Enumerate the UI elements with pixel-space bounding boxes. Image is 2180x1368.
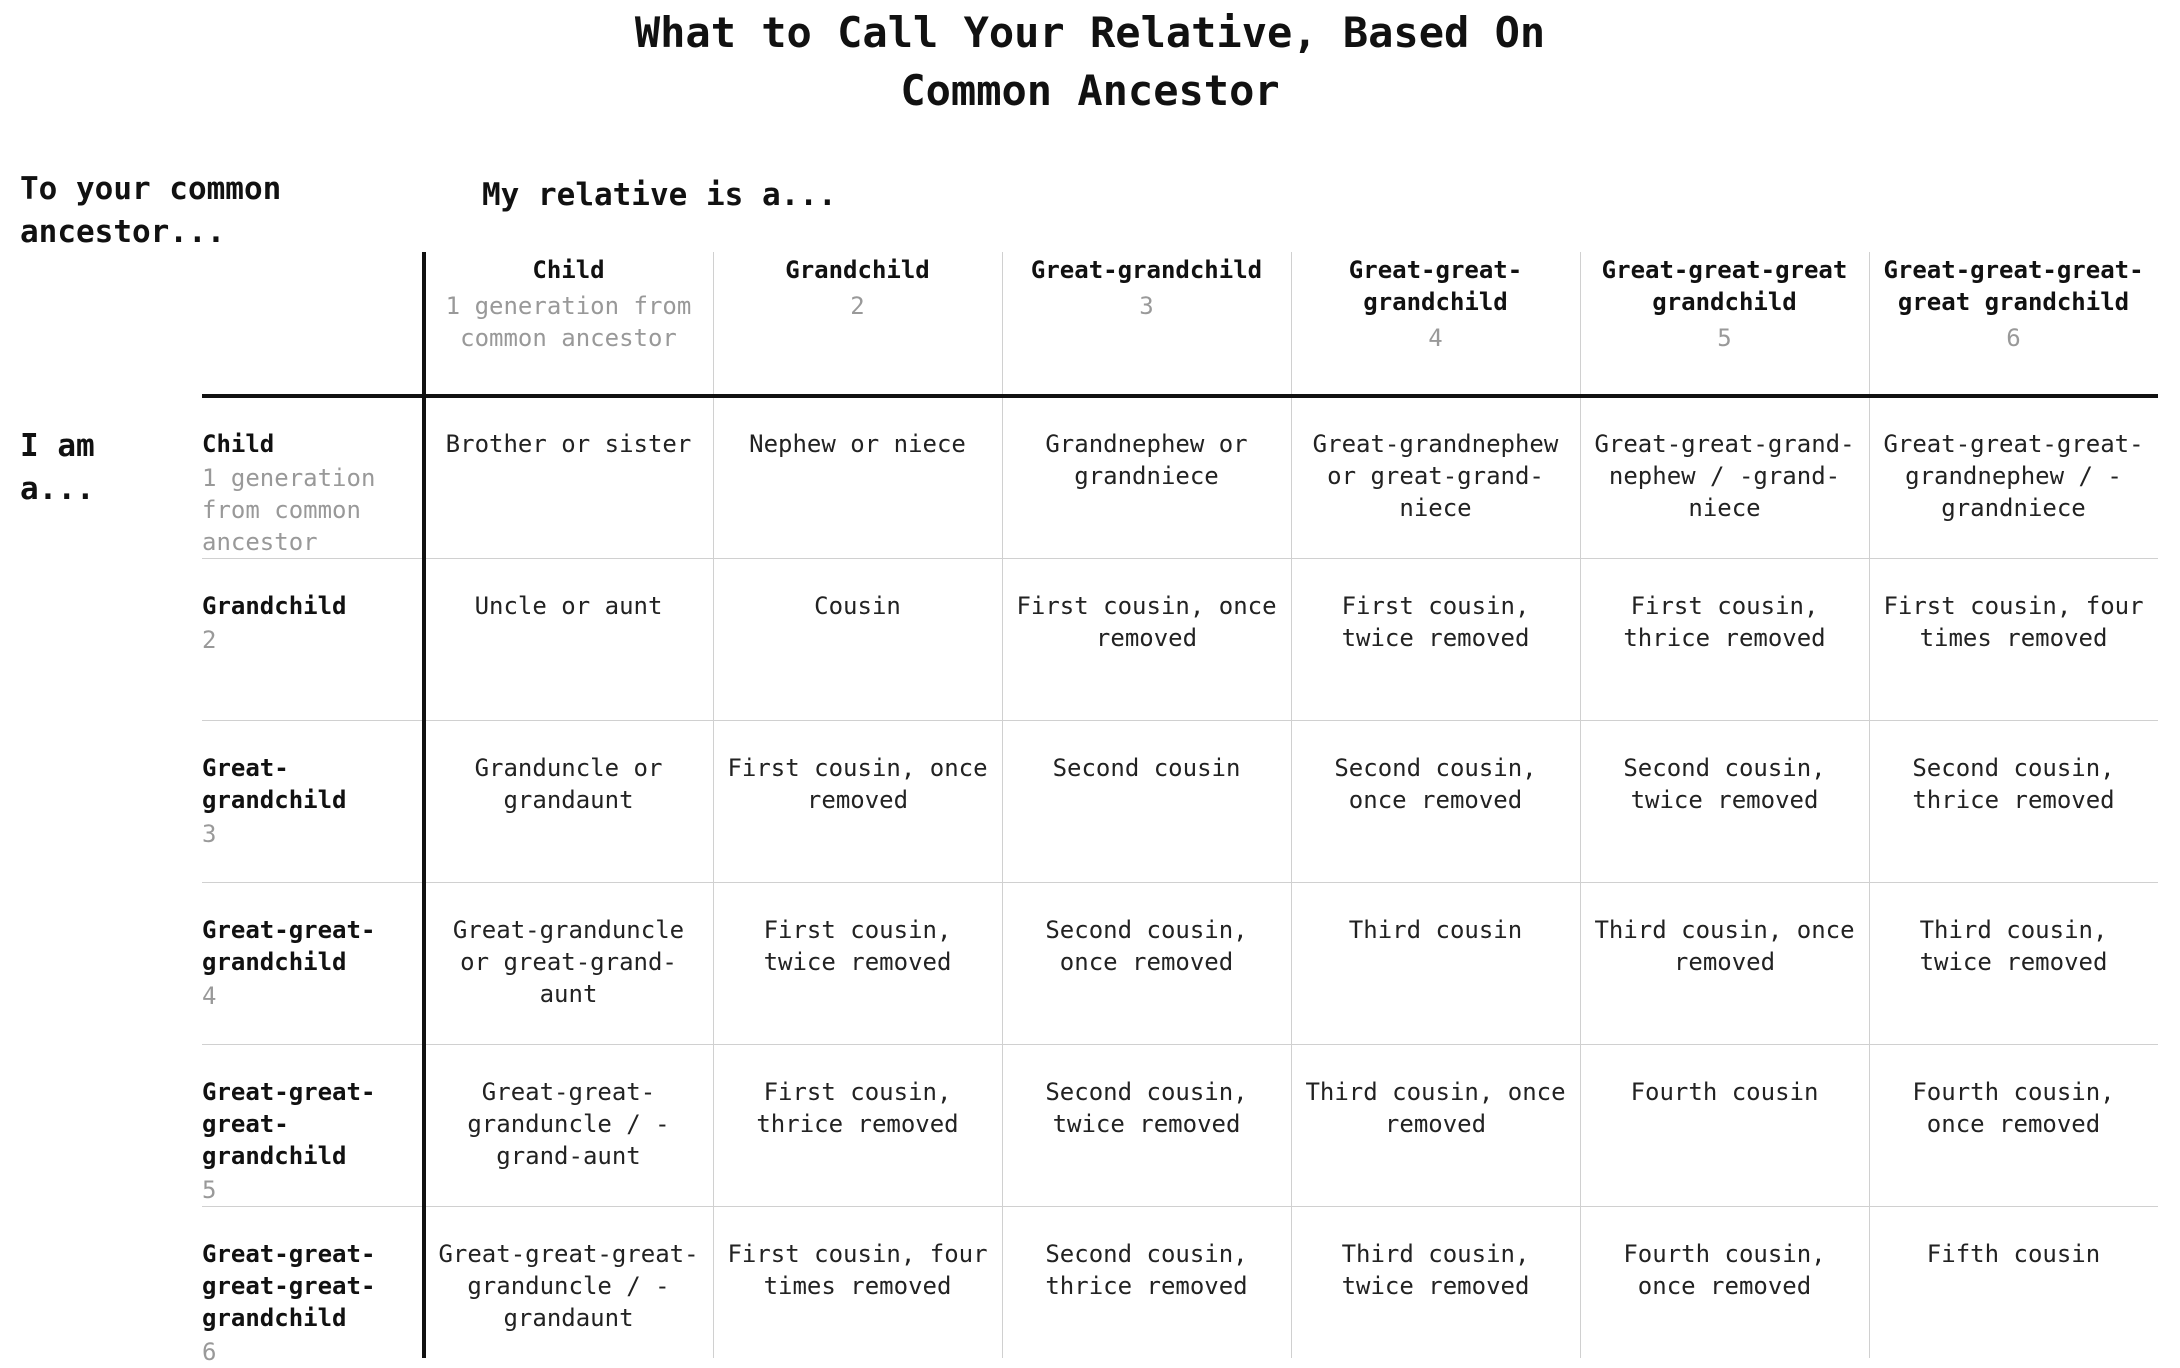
row-header [202, 914, 404, 1012]
row-header-generation: 3 [202, 820, 217, 848]
row-divider [202, 882, 2158, 883]
column-divider [1002, 252, 1003, 1358]
relationship-cell: Third cousin, once removed [1594, 916, 1855, 976]
relationship-cell: First cousin, thrice removed [1623, 592, 1826, 652]
row-header-generation: 4 [202, 982, 217, 1010]
row-header-name: Great-great-great-grandchild [202, 1078, 376, 1170]
row-header [202, 1076, 404, 1206]
relationship-cell: Grandnephew or grandniece [1045, 430, 1248, 490]
relationship-cell: First cousin, twice removed [763, 916, 952, 976]
row-header-generation: 6 [202, 1338, 217, 1366]
row-divider [202, 1044, 2158, 1045]
column-header-generation: 5 [1717, 324, 1732, 352]
column-header [434, 254, 703, 354]
relationship-cell: First cousin, twice removed [1341, 592, 1530, 652]
row-header-name: Great-great-grandchild [202, 916, 376, 976]
column-divider [1291, 252, 1292, 1358]
row-divider [202, 558, 2158, 559]
column-header-name: Grandchild [785, 256, 930, 284]
column-divider [1869, 252, 1870, 1358]
row-header [202, 1238, 404, 1368]
row-header-axis-line [422, 252, 426, 1358]
row-header-name: Great-great-great-great-grandchild [202, 1240, 376, 1332]
relationship-cell: Brother or sister [445, 430, 692, 458]
relationship-cell: Granduncle or grandaunt [474, 754, 663, 814]
column-header-generation: 2 [850, 292, 865, 320]
relationship-cell: Second cousin, once removed [1334, 754, 1537, 814]
relationship-cell: First cousin, four times removed [1883, 592, 2144, 652]
relationship-cell: First cousin, four times removed [727, 1240, 988, 1300]
column-header-generation: 4 [1428, 324, 1443, 352]
column-header [1879, 254, 2148, 354]
column-header [1301, 254, 1570, 354]
row-header-generation: 1 generation from common ancestor [202, 464, 376, 556]
relationship-cell: Second cousin, thrice removed [1045, 1240, 1248, 1300]
relationship-cell: Second cousin, thrice removed [1912, 754, 2115, 814]
row-header [202, 590, 404, 656]
row-header-generation: 2 [202, 626, 217, 654]
column-header [723, 254, 992, 322]
column-header-name: Great-great-great grandchild [1601, 256, 1848, 316]
relationship-cell: Nephew or niece [749, 430, 966, 458]
row-axis-label: To your common ancestor... [20, 171, 282, 250]
relationship-cell: Second cousin, once removed [1045, 916, 1248, 976]
column-header [1590, 254, 1859, 354]
relationship-cell: Third cousin, once removed [1305, 1078, 1566, 1138]
relationship-cell: Great-great-great-grandnephew / -grandniece [1883, 430, 2144, 522]
row-header-name: Child [202, 430, 275, 458]
relationship-cell: Fourth cousin, once removed [1623, 1240, 1826, 1300]
relationship-cell: Great-great-granduncle / -grand-aunt [467, 1078, 670, 1170]
relationship-cell: Fifth cousin [1926, 1240, 2101, 1268]
relationship-cell: Cousin [814, 592, 901, 620]
relationship-cell: Great-grandnephew or great-grand-niece [1312, 430, 1559, 522]
column-header-name: Great-grandchild [1030, 256, 1263, 284]
chart-title-line-1: What to Call Your Relative, Based On [634, 8, 1546, 57]
column-divider [713, 252, 714, 1358]
column-header [1012, 254, 1281, 322]
column-divider [1580, 252, 1581, 1358]
relationship-cell: Great-great-great-granduncle / -grandaunt [438, 1240, 699, 1332]
row-divider [202, 1206, 2158, 1207]
column-header-name: Great-great-great-great grandchild [1883, 256, 2144, 316]
column-axis-label: My relative is a... [482, 177, 837, 213]
row-header-name: Great-grandchild [202, 754, 347, 814]
relationship-cell: Third cousin, twice removed [1919, 916, 2108, 976]
relationship-cell: First cousin, thrice removed [756, 1078, 959, 1138]
relationship-cell: Second cousin, twice removed [1045, 1078, 1248, 1138]
relationship-cell: Fourth cousin, once removed [1912, 1078, 2115, 1138]
row-divider [202, 720, 2158, 721]
column-header-name: Child [532, 256, 605, 284]
row-header [202, 752, 404, 850]
relationship-cell: Third cousin [1348, 916, 1523, 944]
relationship-cell: First cousin, once removed [727, 754, 988, 814]
relationship-cell: Third cousin, twice removed [1341, 1240, 1530, 1300]
column-header-name: Great-great-grandchild [1348, 256, 1523, 316]
row-axis-label-short: I am a... [20, 428, 95, 507]
column-header-generation: 3 [1139, 292, 1154, 320]
relationship-cell: Great-granduncle or great-grand-aunt [452, 916, 685, 1008]
relationship-cell: Fourth cousin [1630, 1078, 1819, 1106]
row-header-generation: 5 [202, 1176, 217, 1204]
relationship-cell: First cousin, once removed [1016, 592, 1277, 652]
chart-title-line-2: Common Ancestor [900, 66, 1280, 115]
row-header-name: Grandchild [202, 592, 347, 620]
relationship-cell: Great-great-grand-nephew / -grand-niece [1594, 430, 1855, 522]
column-header-generation: 6 [2006, 324, 2021, 352]
column-header-axis-line [202, 394, 2158, 398]
relationship-cell: Second cousin [1052, 754, 1241, 782]
column-header-generation: 1 generation from common ancestor [445, 292, 692, 352]
relationship-cell: Second cousin, twice removed [1623, 754, 1826, 814]
relationship-cell: Uncle or aunt [474, 592, 663, 620]
row-header [202, 428, 404, 558]
